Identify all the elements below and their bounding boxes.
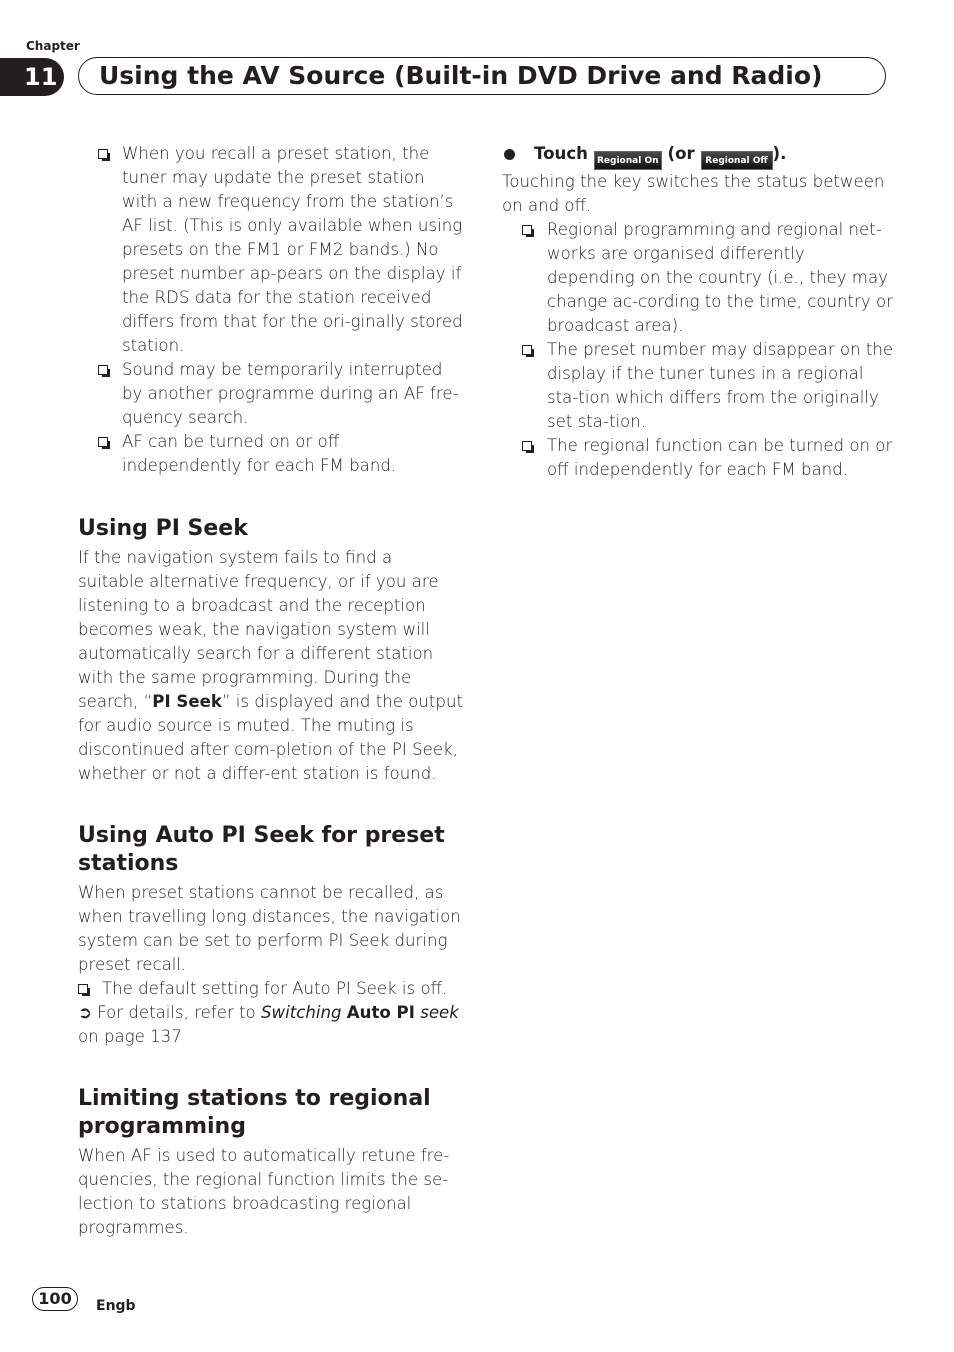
note-box-icon [522,441,532,451]
note-box-icon [522,345,532,355]
note-regional-networks [502,218,894,338]
note-auto-pi-default [78,977,463,1001]
regional-body: When AF is used to automatically retune fre-quencies, the regional function limits the se-lection to stations broadcasting regional programmes. [78,1146,450,1237]
regional-on-key[interactable]: Regional On [594,151,662,170]
chapter-label: Chapter [26,39,80,53]
pi-seek-body: If the navigation system fails to find a suitable alternative frequency, or if you are listening to a broadcast and the reception becomes weak, the navigation system will automatically search for a different station with the same programming. During the search, “PI Seek” is displayed and the output for audio source is muted. The muting is discontinued after com-pletion of the PI Seek, whether or not a differ-ent station is found. [78,548,463,783]
note-text: When you recall a preset station, the tuner may update the preset station with a new frequency from the station’s AF list. (This is only available when using presets on the FM1 or FM2 bands.) No preset number ap-pears on the display if the RDS data for the station received differs from that for the ori-ginally stored station. [122,144,463,355]
note-box-icon [98,149,108,159]
note-text: AF can be turned on or off independently for each FM band. [122,432,397,475]
regional-off-key[interactable]: Regional Off [701,151,773,170]
note-box-icon [98,365,108,375]
note-af-toggle [78,430,463,478]
note-text: The regional function can be turned on or off independently for each FM band. [547,436,893,479]
note-sound-interrupt [78,358,463,430]
reference-arrow-icon: ➲ [78,1003,92,1022]
note-text: Regional programming and regional net-works are organised differently depending on the country (i.e., they may change ac-cording to the time, country or broadcast area). [547,220,893,335]
note-regional-toggle [502,434,894,482]
touch-description: Touching the key switches the status between on and off. [502,172,885,215]
page-number: 100 [32,1287,78,1311]
heading-regional: Limiting stations to regional programming [78,1086,431,1139]
right-column [502,142,894,482]
note-box-icon [522,225,532,235]
step-bullet-icon [504,149,515,160]
left-column [78,142,463,1240]
note-text: The default setting for Auto PI Seek is off. [102,979,448,998]
auto-pi-body: When preset stations cannot be recalled, as when travelling long distances, the navigation system can be set to perform PI Seek during preset recall. [78,883,461,974]
auto-pi-reference: ➲ For details, refer to Switching Auto PI seek on page 137 [78,1003,459,1046]
heading-auto-pi-seek: Using Auto PI Seek for preset stations [78,823,445,876]
note-preset-disappear [502,338,894,434]
note-text: The preset number may disappear on the display if the tuner tunes in a regional sta-tion which differs from the originally set sta-tion. [547,340,894,431]
note-text: Sound may be temporarily interrupted by another programme during an AF fre-quency search. [122,360,459,427]
note-box-icon [98,437,108,447]
chapter-number-badge: 11 [0,58,64,96]
pi-seek-term: PI Seek [152,692,222,711]
note-preset-recall [78,142,463,358]
heading-pi-seek: Using PI Seek [78,516,248,541]
touch-step: Touch Regional On (or Regional Off ). [502,142,894,170]
language-code: Engb [96,1298,136,1314]
page-title: Using the AV Source (Built-in DVD Drive and Radio) [78,57,886,95]
note-box-icon [78,984,88,994]
